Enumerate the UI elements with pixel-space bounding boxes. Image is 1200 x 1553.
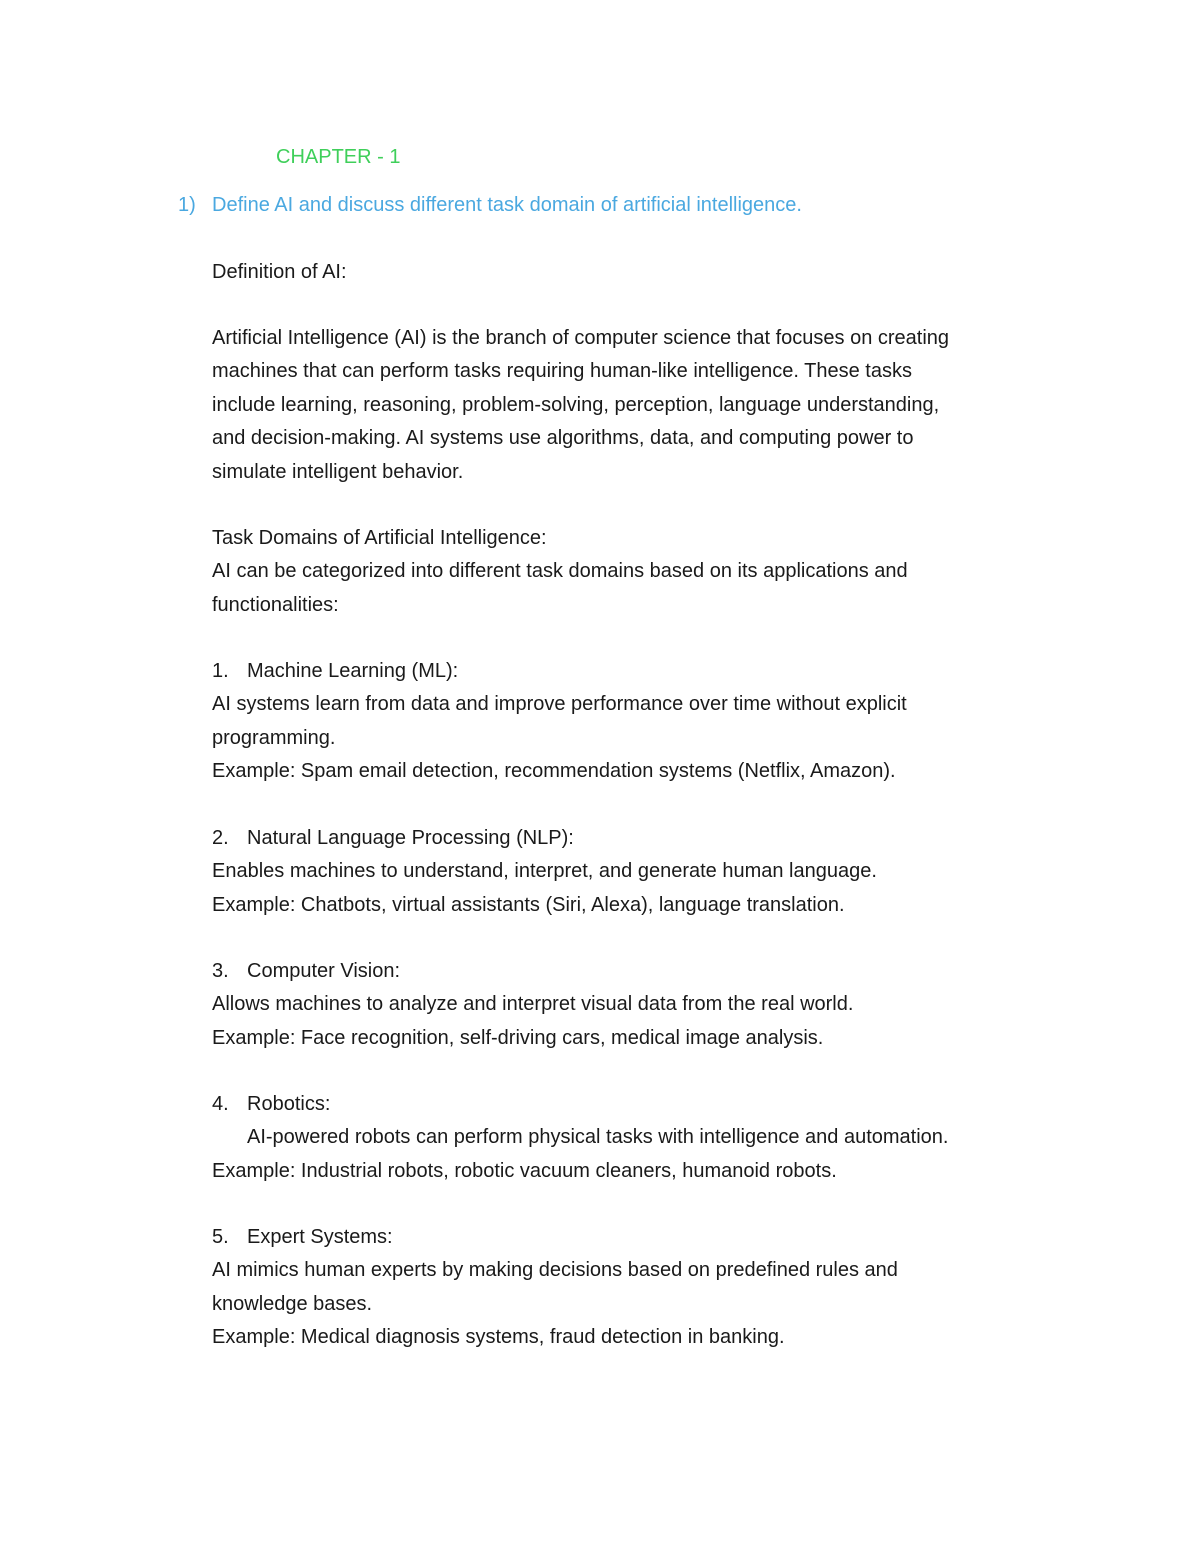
list-item-line: AI-powered robots can perform physical tasks with intelligence and automation. (247, 1126, 949, 1149)
paragraph-line: include learning, reasoning, problem-solving, perception, language understanding, (212, 393, 940, 416)
list-item-number: 3. (212, 960, 229, 982)
paragraph-line: and decision-making. AI systems use algorithms, data, and computing power to (212, 427, 914, 450)
list-item-example: Example: Industrial robots, robotic vacuum cleaners, humanoid robots. (212, 1159, 837, 1182)
list-item-example: Example: Spam email detection, recommendation systems (Netflix, Amazon). (212, 760, 896, 783)
list-item-line: knowledge bases. (212, 1292, 373, 1315)
definition-paragraph (212, 322, 1072, 489)
list-item-example: Example: Face recognition, self-driving cars, medical image analysis. (212, 1026, 824, 1049)
list-item-line: Allows machines to analyze and interpret visual data from the real world. (212, 993, 854, 1016)
question-number: 1) (178, 194, 196, 216)
list-item-title-row (212, 822, 1072, 855)
definition-section (212, 256, 1072, 289)
list-item-number: 2. (212, 827, 229, 849)
list-item-computer-vision (212, 955, 1072, 1055)
list-item-number: 4. (212, 1093, 229, 1115)
list-item-number: 5. (212, 1226, 229, 1248)
list-item-line: programming. (212, 726, 336, 749)
list-item-number: 1. (212, 660, 229, 682)
list-item-line: AI systems learn from data and improve performance over time without explicit (212, 693, 907, 716)
task-domains-section (212, 522, 1072, 622)
list-item-title: Robotics: (247, 1093, 331, 1115)
definition-heading: Definition of AI: (212, 261, 347, 283)
list-item-title-row (212, 1088, 1072, 1121)
list-item-title-row (212, 1221, 1072, 1254)
task-domains-heading: Task Domains of Artificial Intelligence: (212, 527, 547, 549)
paragraph-line: Artificial Intelligence (AI) is the branch of computer science that focuses on creating (212, 327, 950, 349)
paragraph-line: simulate intelligent behavior. (212, 460, 464, 483)
list-item-title: Machine Learning (ML): (247, 660, 459, 682)
list-item-example: Example: Chatbots, virtual assistants (Siri, Alexa), language translation. (212, 893, 845, 916)
chapter-heading: CHAPTER - 1 (276, 146, 401, 168)
intro-line: AI can be categorized into different task domains based on its applications and (212, 560, 908, 583)
question-heading (178, 192, 802, 218)
list-item-line: AI mimics human experts by making decisions based on predefined rules and (212, 1259, 898, 1282)
list-item-title-row (212, 655, 1072, 688)
list-item-example: Example: Medical diagnosis systems, fraud detection in banking. (212, 1326, 785, 1349)
list-item-title: Expert Systems: (247, 1226, 393, 1248)
list-item-title-row (212, 955, 1072, 988)
list-item-nlp (212, 822, 1072, 922)
list-item-title: Computer Vision: (247, 960, 401, 982)
question-text: Define AI and discuss different task domain of artificial intelligence. (212, 194, 802, 216)
paragraph-line: machines that can perform tasks requiring human-like intelligence. These tasks (212, 360, 912, 383)
list-item-title: Natural Language Processing (NLP): (247, 827, 574, 849)
intro-line: functionalities: (212, 593, 339, 616)
list-item-line: Enables machines to understand, interpret, and generate human language. (212, 860, 877, 883)
list-item-machine-learning (212, 655, 1072, 789)
list-item-robotics (212, 1088, 1072, 1188)
list-item-expert-systems (212, 1221, 1072, 1355)
